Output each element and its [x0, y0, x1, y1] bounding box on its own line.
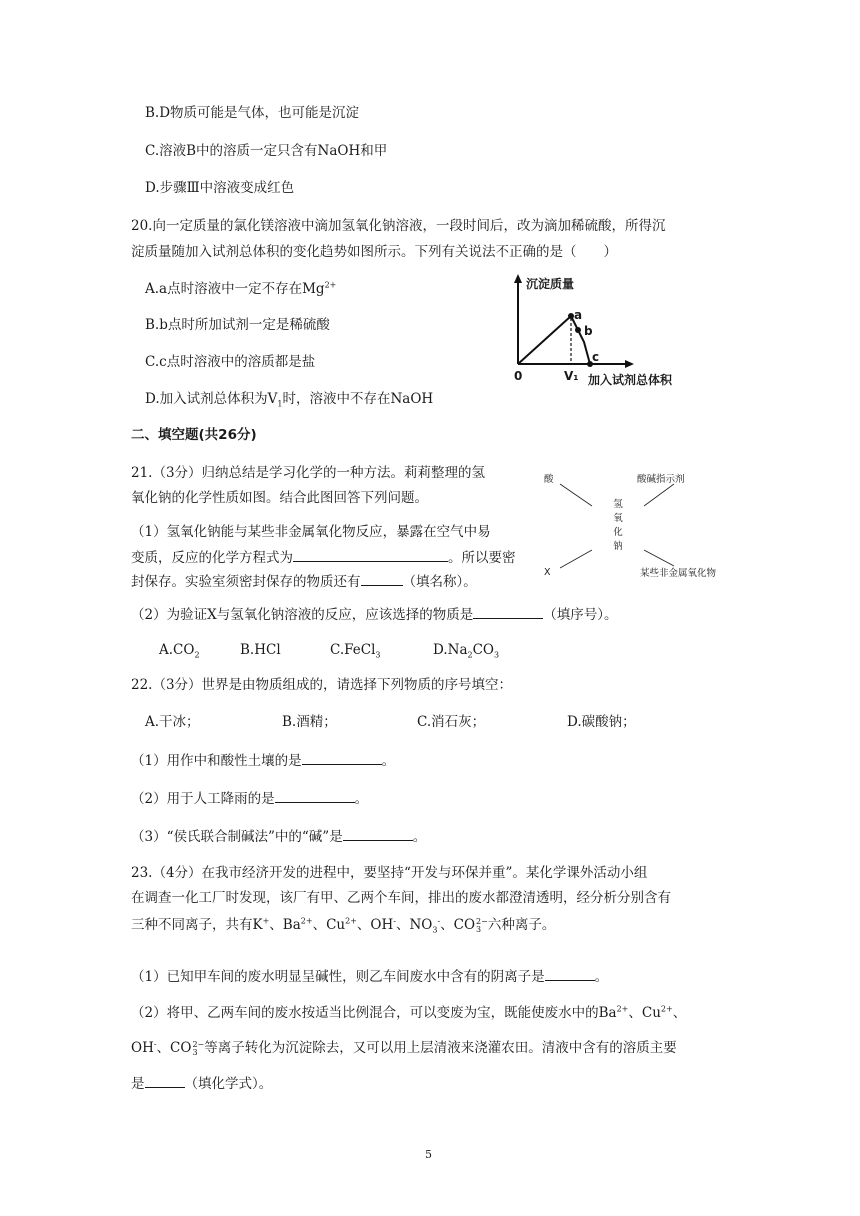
answer-blank[interactable]	[343, 826, 413, 841]
connector-line	[644, 550, 674, 566]
q23-line1: 23.（4分）在我市经济开发的进程中，要坚持“开发与环保并重”。某化学课外活动小组	[131, 865, 648, 881]
chart-v1-label: V₁	[564, 369, 579, 383]
q22-sub1: （1）用作中和酸性土壤的是 。	[131, 750, 395, 771]
q22-option-a: A.干冰；	[145, 714, 200, 730]
diagram-x: X	[544, 567, 551, 578]
chart-origin-label: 0	[514, 369, 523, 383]
precipitate-curve	[518, 316, 590, 364]
q19-option-b: B.D物质可能是气体，也可能是沉淀	[145, 105, 360, 121]
diagram-center-naoh: 氢 氧 化 钠	[613, 499, 623, 552]
page-number: 5	[425, 1148, 432, 1161]
chart-x-label: 加入试剂总体积	[588, 373, 673, 387]
q21-line6: （2）为验证X与氢氧化钠溶液的反应，应该选择的物质是 （填序号）。	[131, 604, 617, 625]
carbonate-charge: 2− 3	[476, 916, 488, 934]
q23-line3: 三种不同离子，共有K+、$Ba^{2+}$、$Cu^{2+}$、OH-、$NO_3^-$、CO 2− 3 六种离子。	[131, 916, 556, 935]
point-b	[575, 327, 581, 333]
chart-label-b: b	[584, 324, 593, 338]
q20-stem-line1: 20.向一定质量的氯化镁溶液中滴加氢氧化钠溶液，一段时间后，改为滴加稀硫酸，所得沉	[131, 218, 666, 234]
q21-line4: 变质，反应的化学方程式为 。所以要密	[131, 547, 516, 568]
connector-line	[560, 550, 592, 568]
carbonate-charge: 2− 3	[192, 1039, 205, 1057]
q20-stem-line2: 淀质量随加入试剂总体积的变化趋势如图所示。下列有关说法不正确的是（ ）	[131, 244, 617, 260]
q20-option-b: B.b点时所加试剂一定是稀硫酸	[145, 317, 330, 333]
q21-line3: （1）氢氧化钠能与某些非金属氧化物反应，暴露在空气中易	[131, 524, 491, 540]
q20-option-d: D.加入试剂总体积为$V_1$时，溶液中不存在NaOH	[145, 391, 434, 409]
q22-option-b: B.酒精；	[282, 714, 337, 730]
q21-option-d: $D.Na_2CO_3$	[433, 642, 500, 660]
q21-line2: 氧化钠的化学性质如图。结合此图回答下列问题。	[131, 490, 428, 506]
connector-line	[644, 484, 674, 506]
q21-naoh-diagram	[540, 466, 740, 586]
q20-option-c: C.c点时溶液中的溶质都是盐	[145, 354, 316, 370]
q19-option-c: C.溶液B中的溶质一定只含有NaOH和甲	[145, 143, 388, 159]
diagram-acid: 酸	[544, 474, 554, 485]
answer-blank[interactable]	[275, 788, 355, 803]
diagram-indicator: 酸碱指示剂	[637, 474, 685, 485]
q22-option-d: D.碳酸钠；	[567, 714, 636, 730]
q22-sub3: （3）“侯氏联合制碱法”中的“碱”是 。	[131, 826, 426, 847]
q19-option-d: D.步骤Ⅲ中溶液变成红色	[145, 180, 295, 196]
q20-precipitate-chart	[506, 272, 673, 392]
q22-stem: 22.（3分）世界是由物质组成的，请选择下列物质的序号填空：	[131, 677, 513, 693]
q21-option-b: B.HCl	[240, 642, 281, 658]
q22-sub2: （2）用于人工降雨的是 。	[131, 788, 368, 809]
section-2-title: 二、填空题(共26分)	[131, 427, 257, 443]
q23-line2: 在调查一化工厂时发现，该厂有甲、乙两个车间，排出的废水都澄清透明，经分析分别含有	[131, 890, 671, 906]
y-axis-arrow	[514, 274, 522, 283]
q23-sub2-line2: OH-、CO 2− 3 等离子转化为沉淀除去，又可以用上层清液来浇灌农田。清液中含有的溶质主要	[131, 1039, 677, 1057]
q20-option-a: A.a点时溶液中一定不存在$Mg^{2+}$	[145, 280, 337, 297]
chart-label-a: a	[574, 308, 583, 322]
answer-blank[interactable]	[293, 547, 448, 562]
q23-sub2-line3: 是 （填化学式）。	[131, 1073, 272, 1094]
q21-option-c: C.FeCl$_3$	[330, 642, 381, 660]
answer-blank[interactable]	[302, 750, 382, 765]
chart-label-c: c	[592, 350, 600, 364]
q22-option-c: C.消石灰；	[417, 714, 486, 730]
chart-y-label: 沉淀质量	[526, 277, 575, 291]
q21-line1: 21.（3分）归纳总结是学习化学的一种方法。莉莉整理的氢	[131, 465, 486, 481]
diagram-oxide: 某些非金属氧化物	[640, 568, 717, 579]
connector-line	[560, 484, 592, 506]
q23-sub2-line1: （2）将甲、乙两车间的废水按适当比例混合，可以变废为宝，既能使废水中的$Ba^{2+}$、$Cu^{2+}$、	[131, 1004, 687, 1021]
q21-line5: 封保存。实验室须密封保存的物质还有 （填名称）。	[131, 571, 477, 592]
q23-sub1: （1）已知甲车间的废水明显呈碱性，则乙车间废水中含有的阴离子是 。	[131, 966, 608, 987]
x-axis-arrow	[625, 360, 634, 368]
answer-blank[interactable]	[473, 604, 543, 619]
q21-option-a: $A.CO_2$	[159, 642, 200, 660]
answer-blank[interactable]	[145, 1073, 185, 1088]
answer-blank[interactable]	[545, 966, 595, 981]
answer-blank[interactable]	[361, 571, 403, 586]
